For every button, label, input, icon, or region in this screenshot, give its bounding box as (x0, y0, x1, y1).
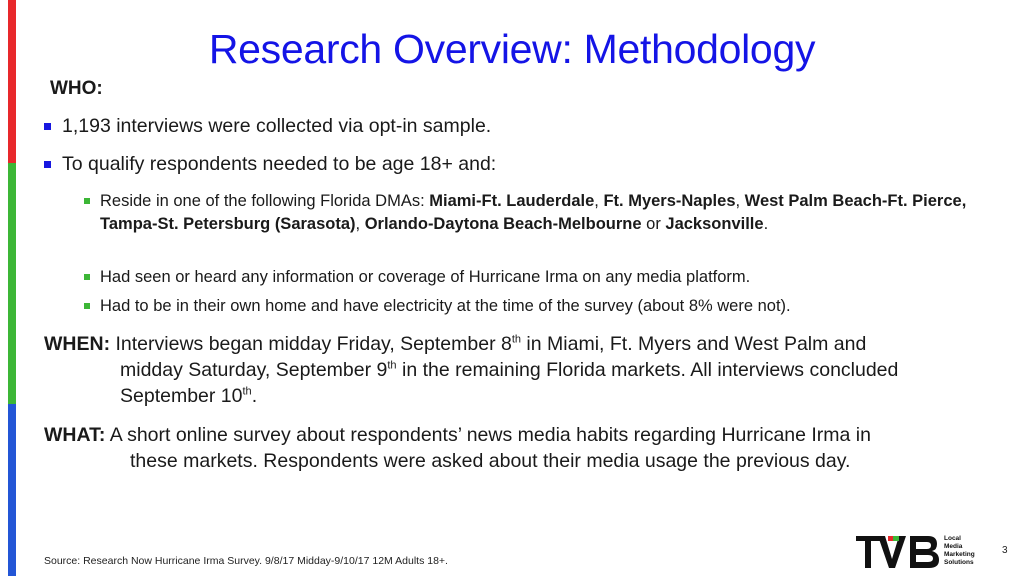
sub-bullet-text: Had seen or heard any information or coverage of Hurricane Irma on any media platform. (100, 268, 751, 286)
what-label: WHAT: (44, 424, 106, 446)
when-label: WHEN: (44, 333, 111, 355)
bullet-qualify (44, 153, 496, 176)
bullet-square-icon (44, 161, 51, 168)
sub-bullet-text: Had to be in their own home and have electricity at the time of the survey (about 8% were not). (100, 297, 791, 315)
when-section: WHEN: Interviews began midday Friday, September 8th in Miami, Ft. Myers and West Palm and midday Saturday, September 9th in the remaining Florida markets. All interviews concluded September 10th. (44, 333, 899, 407)
sub-bullet-square-icon (84, 303, 90, 309)
tvb-logo-icon (856, 532, 942, 572)
bullet-square-icon (44, 123, 51, 130)
sub-bullet-square-icon (84, 198, 90, 204)
sub-bullet-square-icon (84, 274, 90, 280)
sub-bullet-seen (84, 266, 984, 289)
accent-bar-green (8, 163, 16, 404)
accent-bar-blue (8, 404, 16, 576)
bullet-text: 1,193 interviews were collected via opt-in sample. (62, 115, 492, 137)
accent-bar-red (8, 0, 16, 163)
source-footnote: Source: Research Now Hurricane Irma Survey. 9/8/17 Midday-9/10/17 12M Adults 18+. (44, 555, 448, 567)
bullet-interviews (44, 115, 491, 138)
sub-bullet-home (84, 295, 984, 318)
page-number: 3 (1002, 545, 1008, 556)
sub-bullet-reside (84, 190, 984, 236)
page-title: Research Overview: Methodology (208, 26, 816, 72)
tvb-logo (856, 532, 984, 572)
bullet-text: To qualify respondents needed to be age 18+ and: (62, 153, 497, 175)
logo-tagline: Local Media Marketing Solutions (944, 535, 975, 566)
sub-bullet-text: Reside in one of the following Florida DMAs: Miami-Ft. Lauderdale, Ft. Myers-Naples, West Palm Beach-Ft. Pierce, Tampa-St. Petersburg (Sarasota), Orlando-Daytona Beach-Melbourne or Jacksonville. (100, 192, 967, 233)
what-section: WHAT: A short online survey about respondents’ news media habits regarding Hurricane Irma in these markets. Respondents were asked about their media usage the previous day. (44, 424, 871, 472)
who-label: WHO: (50, 78, 103, 99)
